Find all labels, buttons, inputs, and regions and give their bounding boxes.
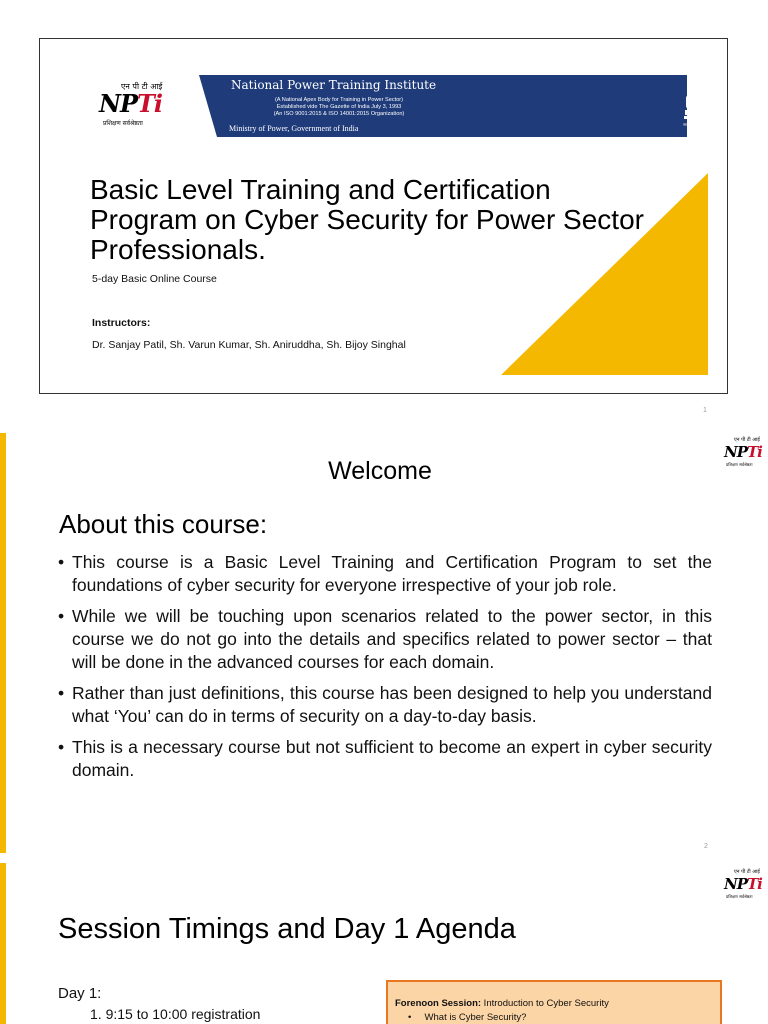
session-heading bbox=[395, 998, 609, 1009]
bullet-text: This course is a Basic Level Training and Certification Program to set the foundations of cyber security for everyone irrespective of your job role. bbox=[72, 552, 712, 595]
slide-1 bbox=[39, 38, 728, 394]
banner-line-2: Established vide The Gazette of India July 3, 1993 bbox=[276, 104, 402, 110]
instructors-list: Dr. Sanjay Patil, Sh. Varun Kumar, Sh. Aniruddha, Sh. Bijoy Singhal bbox=[92, 339, 406, 351]
bullet-icon: • bbox=[58, 606, 65, 626]
slide-3 bbox=[0, 863, 768, 1024]
npti-logo bbox=[99, 75, 211, 137]
logo-mark-left: NP bbox=[724, 443, 747, 461]
logo-hindi-text: एन पी टी आई bbox=[734, 869, 760, 875]
emblem-caption: सत्यमेव जयते bbox=[683, 122, 703, 127]
bullet-icon: • bbox=[58, 552, 65, 572]
institute-banner bbox=[99, 75, 703, 137]
banner-chevron bbox=[199, 75, 217, 137]
agenda-item: 1. 9:15 to 10:00 registration bbox=[90, 1006, 261, 1022]
bullet-icon: • bbox=[58, 737, 65, 757]
slide-2 bbox=[0, 433, 768, 853]
session-bullet: • What is Cyber Security? bbox=[408, 1012, 527, 1023]
day-label: Day 1: bbox=[58, 985, 102, 1002]
forenoon-session-box bbox=[386, 980, 722, 1024]
accent-bar bbox=[0, 433, 6, 853]
list-item bbox=[58, 551, 712, 597]
npti-logo-small bbox=[722, 867, 766, 901]
session-topic: Introduction to Cyber Security bbox=[481, 998, 609, 1009]
slide-2-title: Welcome bbox=[328, 457, 432, 485]
logo-mark-right: Ti bbox=[747, 443, 762, 461]
banner-ministry: Ministry of Power, Government of India bbox=[229, 124, 359, 133]
slide-1-title: Basic Level Training and Certification Program on Cyber Security for Power Sector Professionals. bbox=[90, 174, 644, 265]
list-item bbox=[58, 736, 712, 782]
logo-mark-right: Ti bbox=[136, 89, 162, 118]
logo-tagline: प्रशिक्षण सर्वश्रेष्ठता bbox=[103, 120, 143, 127]
page-number-2: 2 bbox=[704, 843, 708, 850]
list-item bbox=[58, 682, 712, 728]
banner-line-3: (An ISO 9001:2015 & ISO 14001:2015 Organization) bbox=[273, 111, 405, 117]
instructors-heading: Instructors: bbox=[92, 317, 151, 329]
slide-3-title: Session Timings and Day 1 Agenda bbox=[58, 913, 516, 945]
bullet-text: While we will be touching upon scenarios related to the power sector, in this course we do not go into the details and specifics related to power sector – that will be done in the advanced courses for each domain. bbox=[72, 606, 712, 672]
logo-mark-left: NP bbox=[99, 89, 137, 118]
logo-mark-right: Ti bbox=[747, 875, 762, 893]
banner-line-1: (A National Apex Body for Training in Power Sector) bbox=[274, 97, 404, 103]
logo-tagline: प्रशिक्षण सर्वश्रेष्ठता bbox=[726, 462, 753, 467]
logo-mark-left: NP bbox=[724, 875, 747, 893]
bullet-text: Rather than just definitions, this course has been designed to help you understand what ‘You’ can do in terms of security on a day-to-day basis. bbox=[72, 683, 712, 726]
course-bullet-list bbox=[58, 551, 712, 790]
page-number-1: 1 bbox=[703, 407, 707, 414]
bullet-text: This is a necessary course but not sufficient to become an expert in cyber security domain. bbox=[72, 737, 712, 780]
banner-institute-name: National Power Training Institute bbox=[231, 78, 437, 92]
logo-hindi-text: एन पी टी आई bbox=[121, 82, 163, 91]
logo-hindi-text: एन पी टी आई bbox=[734, 437, 760, 443]
logo-mark bbox=[99, 89, 162, 118]
list-item bbox=[58, 605, 712, 674]
slide-2-heading: About this course: bbox=[59, 509, 268, 539]
session-bullet-text: What is Cyber Security? bbox=[424, 1012, 527, 1023]
session-label: Forenoon Session: bbox=[395, 998, 482, 1009]
slide-1-subtitle: 5-day Basic Online Course bbox=[92, 273, 217, 285]
national-emblem-icon bbox=[682, 85, 704, 129]
logo-tagline: प्रशिक्षण सर्वश्रेष्ठता bbox=[726, 894, 753, 899]
bullet-icon: • bbox=[58, 683, 65, 703]
accent-bar bbox=[0, 863, 6, 1024]
logo-mark bbox=[724, 875, 762, 893]
